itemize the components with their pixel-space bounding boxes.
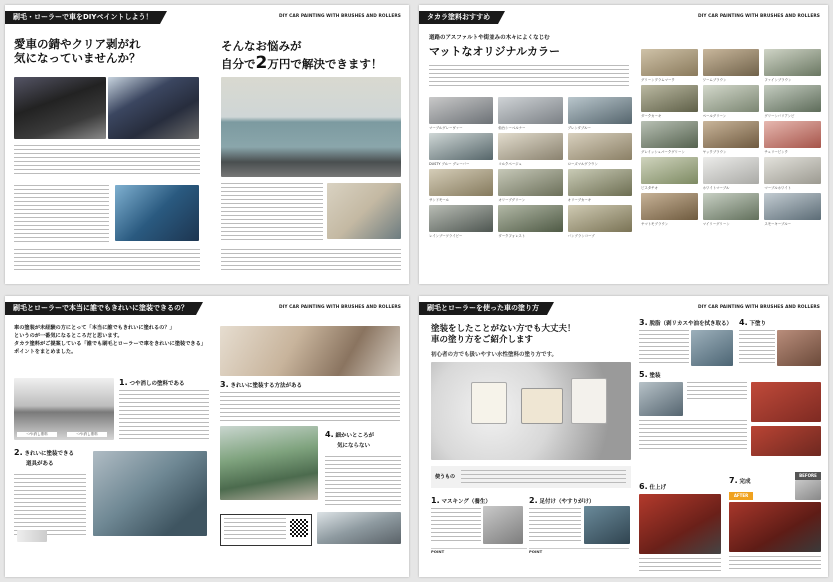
step-5-title: 5. 塗装 — [639, 370, 661, 379]
color-name: ヤマトモブラウン — [641, 222, 669, 226]
point-note: POINT — [431, 548, 527, 563]
page-header: 刷毛とローラーで本当に誰でもきれいに塗装できるの？ — [5, 302, 196, 315]
color-name: チェリーピンク — [764, 150, 788, 154]
rusty-car-photo — [14, 77, 106, 139]
car-color-photo — [429, 97, 493, 124]
tool-caption: つや消し塗料 — [67, 432, 107, 437]
car-color-photo — [568, 169, 632, 196]
page-can-anyone-paint — [5, 296, 409, 577]
car-color-photo — [429, 169, 493, 196]
matte-panel-photo — [14, 378, 114, 440]
car-color-photo — [703, 85, 760, 112]
info-box — [220, 514, 312, 546]
car-color-photo — [641, 49, 698, 76]
headline-right: そんなお悩みが 自分で2万円で解決できます！ — [221, 39, 383, 74]
color-swatch-card — [764, 49, 821, 82]
color-name: スモーキーブルー — [764, 222, 792, 226]
car-color-photo — [498, 133, 562, 160]
before-van-photo — [795, 480, 821, 500]
color-name: ピスタチオ — [641, 186, 658, 190]
car-color-photo — [498, 205, 562, 232]
color-swatch-card — [703, 49, 760, 82]
body-text — [687, 382, 747, 402]
after-badge: AFTER — [729, 492, 753, 500]
car-color-photo — [641, 157, 698, 184]
step-3-title: 3. 脱脂（剥リカスや油を拭き取る） — [639, 318, 732, 327]
color-name: グリーンバリアンビ — [764, 114, 795, 118]
headline-main: マットなオリジナルカラー — [429, 45, 561, 58]
roller-tool-image — [17, 530, 47, 542]
car-color-photo — [641, 121, 698, 148]
color-swatch-card — [764, 85, 821, 118]
color-swatch-card — [498, 133, 562, 166]
before-badge: BEFORE — [795, 472, 821, 480]
color-grid-right — [641, 49, 821, 226]
body-text — [119, 390, 209, 440]
car-color-photo — [568, 205, 632, 232]
color-name: バンブランコーブ — [567, 234, 595, 238]
paint-tray-photo — [639, 382, 683, 416]
color-swatch-card — [641, 85, 698, 118]
color-swatch-card — [568, 133, 632, 166]
step-2-title: 2. 足付け（やすりがけ） — [529, 496, 595, 505]
page-header: 刷毛・ローラーで車をDIYペイントしよう！ — [5, 11, 160, 24]
color-swatch-card — [703, 85, 760, 118]
color-name: グレイッシュパークグリーン — [641, 150, 685, 154]
car-color-photo — [703, 157, 760, 184]
color-name: ダークフォレスト — [498, 234, 526, 238]
color-swatch-card — [498, 169, 562, 202]
color-swatch-card — [641, 49, 698, 82]
degrease-photo — [691, 330, 733, 366]
color-name: コルクベージュ — [498, 162, 522, 166]
color-swatch-card — [764, 121, 821, 154]
point-2-title: 3. きれいに塗装する方法がある — [220, 380, 303, 389]
diy-label: DIY CAR PAINTING WITH BRUSHES AND ROLLERS — [279, 14, 401, 19]
point-note: POINT — [529, 548, 629, 563]
color-swatch-card — [568, 205, 632, 238]
color-name: ダークカーキ — [641, 114, 662, 118]
body-text — [739, 330, 775, 366]
after-van-photo — [729, 502, 821, 552]
color-name: オリーブグリーン — [498, 198, 526, 202]
page-recommended-colors — [419, 5, 828, 284]
color-swatch-card — [568, 169, 632, 202]
page-how-to-paint — [419, 296, 828, 577]
body-text — [729, 556, 821, 570]
car-color-photo — [764, 121, 821, 148]
color-name: ペールグリーン — [702, 114, 727, 118]
primer-photo — [777, 330, 821, 366]
tool-caption: つや消し塗料 — [17, 432, 57, 437]
color-name: ホワイトマーブル — [702, 186, 730, 190]
page-header: タカラ塗料おすすめ — [419, 11, 498, 24]
color-name: ブレンダブルー — [567, 126, 591, 130]
color-swatch-card — [429, 169, 493, 202]
diy-label: DIY CAR PAINTING WITH BRUSHES AND ROLLERS — [698, 14, 820, 19]
car-color-photo — [568, 97, 632, 124]
color-name: レインブーツライビー — [429, 234, 463, 238]
body-text — [14, 249, 200, 273]
step-7-title: 7. 完成 — [729, 476, 751, 485]
color-name: 仙台シーベルナー — [498, 126, 526, 130]
color-swatch-card — [641, 121, 698, 154]
faded-car-photo — [108, 77, 199, 139]
color-name: グリーンプラムマーク — [641, 78, 675, 82]
headline-sub: 道路のアスファルトや街並みの木々によくなじむ — [429, 35, 550, 41]
roller-painting-photo — [93, 451, 207, 536]
qr-code-icon[interactable] — [290, 519, 308, 537]
color-swatch-card — [764, 193, 821, 226]
color-name: ファインブラウン — [764, 78, 792, 82]
color-grid-left — [429, 97, 632, 238]
clear-peel-photo — [115, 185, 199, 241]
body-text — [639, 420, 747, 452]
color-name: サンドモール — [429, 198, 449, 202]
painting-suv-photo — [220, 426, 318, 500]
body-text — [639, 558, 721, 572]
color-swatch-card — [641, 157, 698, 190]
color-swatch-card — [641, 193, 698, 226]
subtitle: 初心者の方でも扱いやすい水性塗料の塗り方です。 — [431, 352, 558, 358]
car-color-photo — [429, 205, 493, 232]
car-color-photo — [703, 193, 760, 220]
color-swatch-card — [429, 205, 493, 238]
finish-photo — [639, 494, 721, 554]
car-color-photo — [703, 121, 760, 148]
color-swatch-card — [429, 133, 493, 166]
point-3-title: 2. きれいに塗装できる 道具がある — [14, 448, 75, 467]
person-painting-photo — [327, 183, 401, 239]
car-color-photo — [498, 97, 562, 124]
finished-cars-photo — [317, 512, 401, 544]
diy-label: DIY CAR PAINTING WITH BRUSHES AND ROLLERS — [698, 305, 820, 310]
body-text — [221, 183, 323, 241]
car-color-photo — [498, 169, 562, 196]
paint-can-icon — [521, 388, 563, 424]
body-text — [429, 65, 629, 89]
diy-label: DIY CAR PAINTING WITH BRUSHES AND ROLLERS — [279, 305, 401, 310]
car-color-photo — [641, 85, 698, 112]
brush-painting-photo — [220, 326, 400, 376]
car-color-photo — [703, 49, 760, 76]
step-1-title: 1. マスキング（養生） — [431, 496, 491, 505]
step-6-title: 6. 仕上げ — [639, 482, 667, 491]
tools-box: 使うもの — [431, 466, 631, 488]
car-color-photo — [641, 193, 698, 220]
car-color-photo — [764, 193, 821, 220]
color-swatch-card — [429, 97, 493, 130]
roller-red-photo — [751, 382, 821, 422]
color-name: マーブルホワイト — [764, 186, 792, 190]
color-swatch-card — [703, 157, 760, 190]
brush-red-photo — [751, 426, 821, 456]
page-diy-intro — [5, 5, 409, 284]
color-name: オリーブカーキ — [567, 198, 592, 202]
color-name: ワームブラウン — [702, 78, 727, 82]
car-color-photo — [568, 133, 632, 160]
color-swatch-card — [498, 97, 562, 130]
intro-text: 車の塗装が未経験の方にとって「本当に誰でもきれいに塗れるの？」 というのが一番気になるところだと思います。 タカラ塗料がご提案している「誰でも刷毛とローラーで車をきれいに塗装できる」 ポイントをまとめました。 — [14, 325, 206, 355]
color-swatch-card — [764, 157, 821, 190]
color-name: ローズマルグラウン — [567, 162, 598, 166]
color-swatch-card — [498, 205, 562, 238]
masking-photo — [483, 506, 523, 544]
step-4-title: 4. 下塗り — [739, 318, 767, 327]
color-name: DUSTY ブルー グレーバー — [429, 162, 470, 166]
car-color-photo — [429, 133, 493, 160]
paint-products-photo — [431, 362, 631, 460]
body-text — [221, 249, 401, 273]
point-1-title: 1. つや消しの塗料である — [119, 378, 185, 387]
color-name: マイリーグリーン — [702, 222, 730, 226]
page-header: 刷毛とローラーを使った車の塗り方 — [419, 302, 547, 315]
car-color-photo — [764, 85, 821, 112]
car-color-photo — [764, 157, 821, 184]
car-color-photo — [764, 49, 821, 76]
color-swatch-card — [703, 193, 760, 226]
body-text — [14, 474, 86, 538]
painted-van-photo — [221, 77, 401, 177]
sanding-photo — [584, 506, 630, 544]
point-4-title: 4. 細かいところが 気にならない — [325, 430, 375, 449]
body-text — [14, 145, 200, 177]
headline-left: 愛車の錆やクリア剥がれ 気になっていませんか？ — [14, 37, 141, 66]
color-name: マーブルグレーヴァー — [429, 126, 463, 130]
color-name: ヤックブラウン — [702, 150, 727, 154]
body-text — [14, 185, 109, 243]
body-text — [431, 508, 481, 544]
body-text — [529, 508, 581, 544]
body-text — [325, 456, 401, 508]
paint-can-icon — [471, 382, 507, 424]
color-swatch-card — [568, 97, 632, 130]
color-swatch-card — [703, 121, 760, 154]
paint-can-icon — [571, 378, 607, 424]
headline: 塗装をしたことがない方でも大丈夫！ 車の塗り方をご紹介します — [431, 324, 576, 345]
body-text — [639, 330, 689, 366]
body-text — [220, 392, 400, 422]
